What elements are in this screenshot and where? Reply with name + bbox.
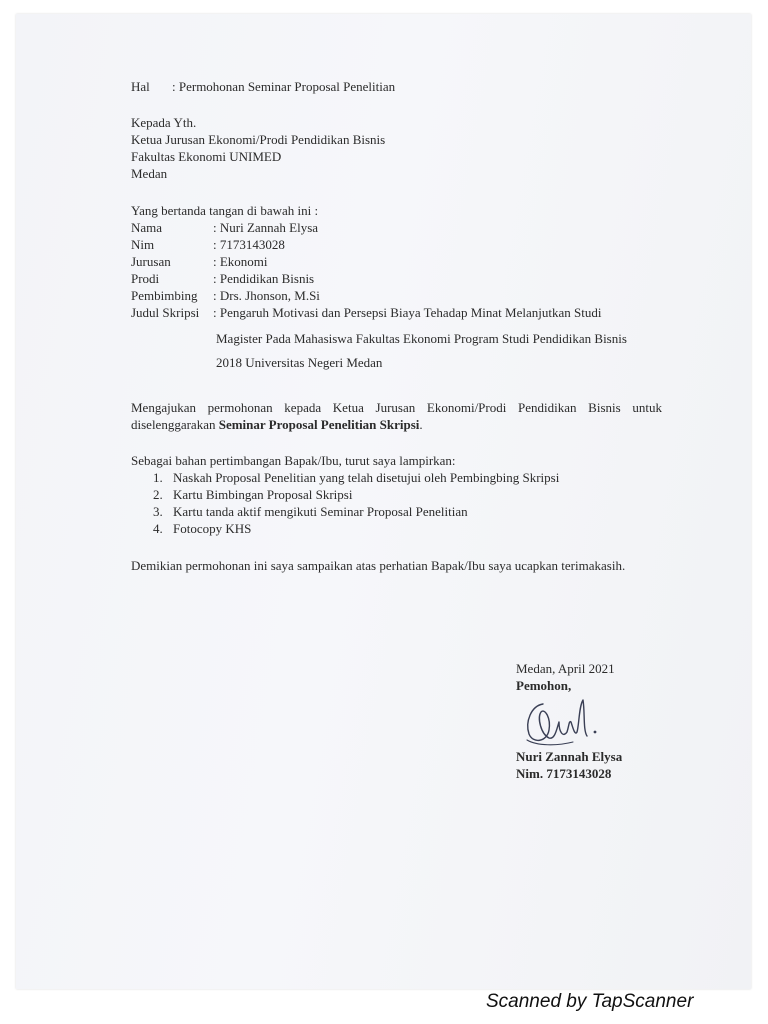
handwritten-signature bbox=[513, 692, 623, 754]
recipient-line-4: Medan bbox=[131, 166, 168, 181]
attachment-text: Fotocopy KHS bbox=[173, 521, 252, 536]
thesis-title-line-3: 2018 Universitas Negeri Medan bbox=[216, 355, 383, 370]
document-page bbox=[16, 14, 751, 989]
field-label: Pembimbing bbox=[131, 288, 198, 303]
attachment-item bbox=[153, 469, 559, 486]
field-label: Judul Skripsi bbox=[131, 305, 200, 320]
attachment-text: Naskah Proposal Penelitian yang telah disetujui oleh Pembingbing Skripsi bbox=[173, 470, 560, 485]
field-label: Nim bbox=[131, 237, 155, 252]
request-end: . bbox=[419, 417, 423, 432]
recipient-line-3: Fakultas Ekonomi UNIMED bbox=[131, 149, 282, 164]
field-label: Nama bbox=[131, 220, 163, 235]
signer-nim: Nim. 7173143028 bbox=[516, 766, 612, 781]
recipient-line-1: Kepada Yth. bbox=[131, 115, 197, 130]
attachments-intro: Sebagai bahan pertimbangan Bapak/Ibu, turut saya lampirkan: bbox=[131, 453, 456, 468]
attachment-item bbox=[153, 503, 468, 520]
intro-text: Yang bertanda tangan di bawah ini : bbox=[131, 203, 319, 218]
attachment-number: 4. bbox=[153, 521, 163, 536]
field-value: : Pengaruh Motivasi dan Persepsi Biaya Tehadap Minat Melanjutkan Studi bbox=[213, 305, 602, 320]
request-bold-text: Seminar Proposal Penelitian Skripsi bbox=[218, 417, 420, 432]
attachment-number: 3. bbox=[153, 504, 163, 519]
signer-name: Nuri Zannah Elysa bbox=[516, 749, 623, 764]
field-label: Jurusan bbox=[131, 254, 171, 269]
attachment-number: 2. bbox=[153, 487, 163, 502]
closing-paragraph: Demikian permohonan ini saya sampaikan atas perhatian Bapak/Ibu saya ucapkan terimakasih. bbox=[131, 558, 626, 573]
attachment-number: 1. bbox=[153, 470, 163, 485]
field-label: Prodi bbox=[131, 271, 160, 286]
field-value: : Ekonomi bbox=[213, 254, 268, 269]
attachment-text: Kartu tanda aktif mengikuti Seminar Proposal Penelitian bbox=[173, 504, 468, 519]
field-row-jurusan bbox=[131, 253, 691, 270]
field-row-nim bbox=[131, 236, 691, 253]
attachment-item bbox=[153, 520, 251, 537]
scanner-watermark: Scanned by TapScanner bbox=[486, 991, 694, 1012]
request-paragraph bbox=[131, 399, 662, 433]
subject-label: Hal bbox=[131, 79, 150, 94]
place-date: Medan, April 2021 bbox=[516, 661, 615, 676]
subject-value: : Permohonan Seminar Proposal Penelitian bbox=[172, 79, 396, 94]
applicant-label: Pemohon, bbox=[516, 678, 572, 693]
field-value: : 7173143028 bbox=[213, 237, 285, 252]
field-value: : Nuri Zannah Elysa bbox=[213, 220, 319, 235]
field-row-name bbox=[131, 219, 691, 236]
field-row-prodi bbox=[131, 270, 691, 287]
attachment-item bbox=[153, 486, 352, 503]
identity-fields bbox=[131, 219, 691, 329]
request-text: Mengajukan permohonan kepada Ketua Jurusan Ekonomi/Prodi Pendidikan Bisnis untuk diselenggarakan bbox=[131, 400, 662, 432]
field-row-pembimbing bbox=[131, 287, 691, 304]
thesis-title-line-2: Magister Pada Mahasiswa Fakultas Ekonomi Program Studi Pendidikan Bisnis bbox=[216, 331, 627, 346]
field-row-judul bbox=[131, 304, 691, 321]
field-value: : Pendidikan Bisnis bbox=[213, 271, 315, 286]
field-value: : Drs. Jhonson, M.Si bbox=[213, 288, 320, 303]
recipient-line-2: Ketua Jurusan Ekonomi/Prodi Pendidikan Bisnis bbox=[131, 132, 386, 147]
attachment-text: Kartu Bimbingan Proposal Skripsi bbox=[173, 487, 353, 502]
